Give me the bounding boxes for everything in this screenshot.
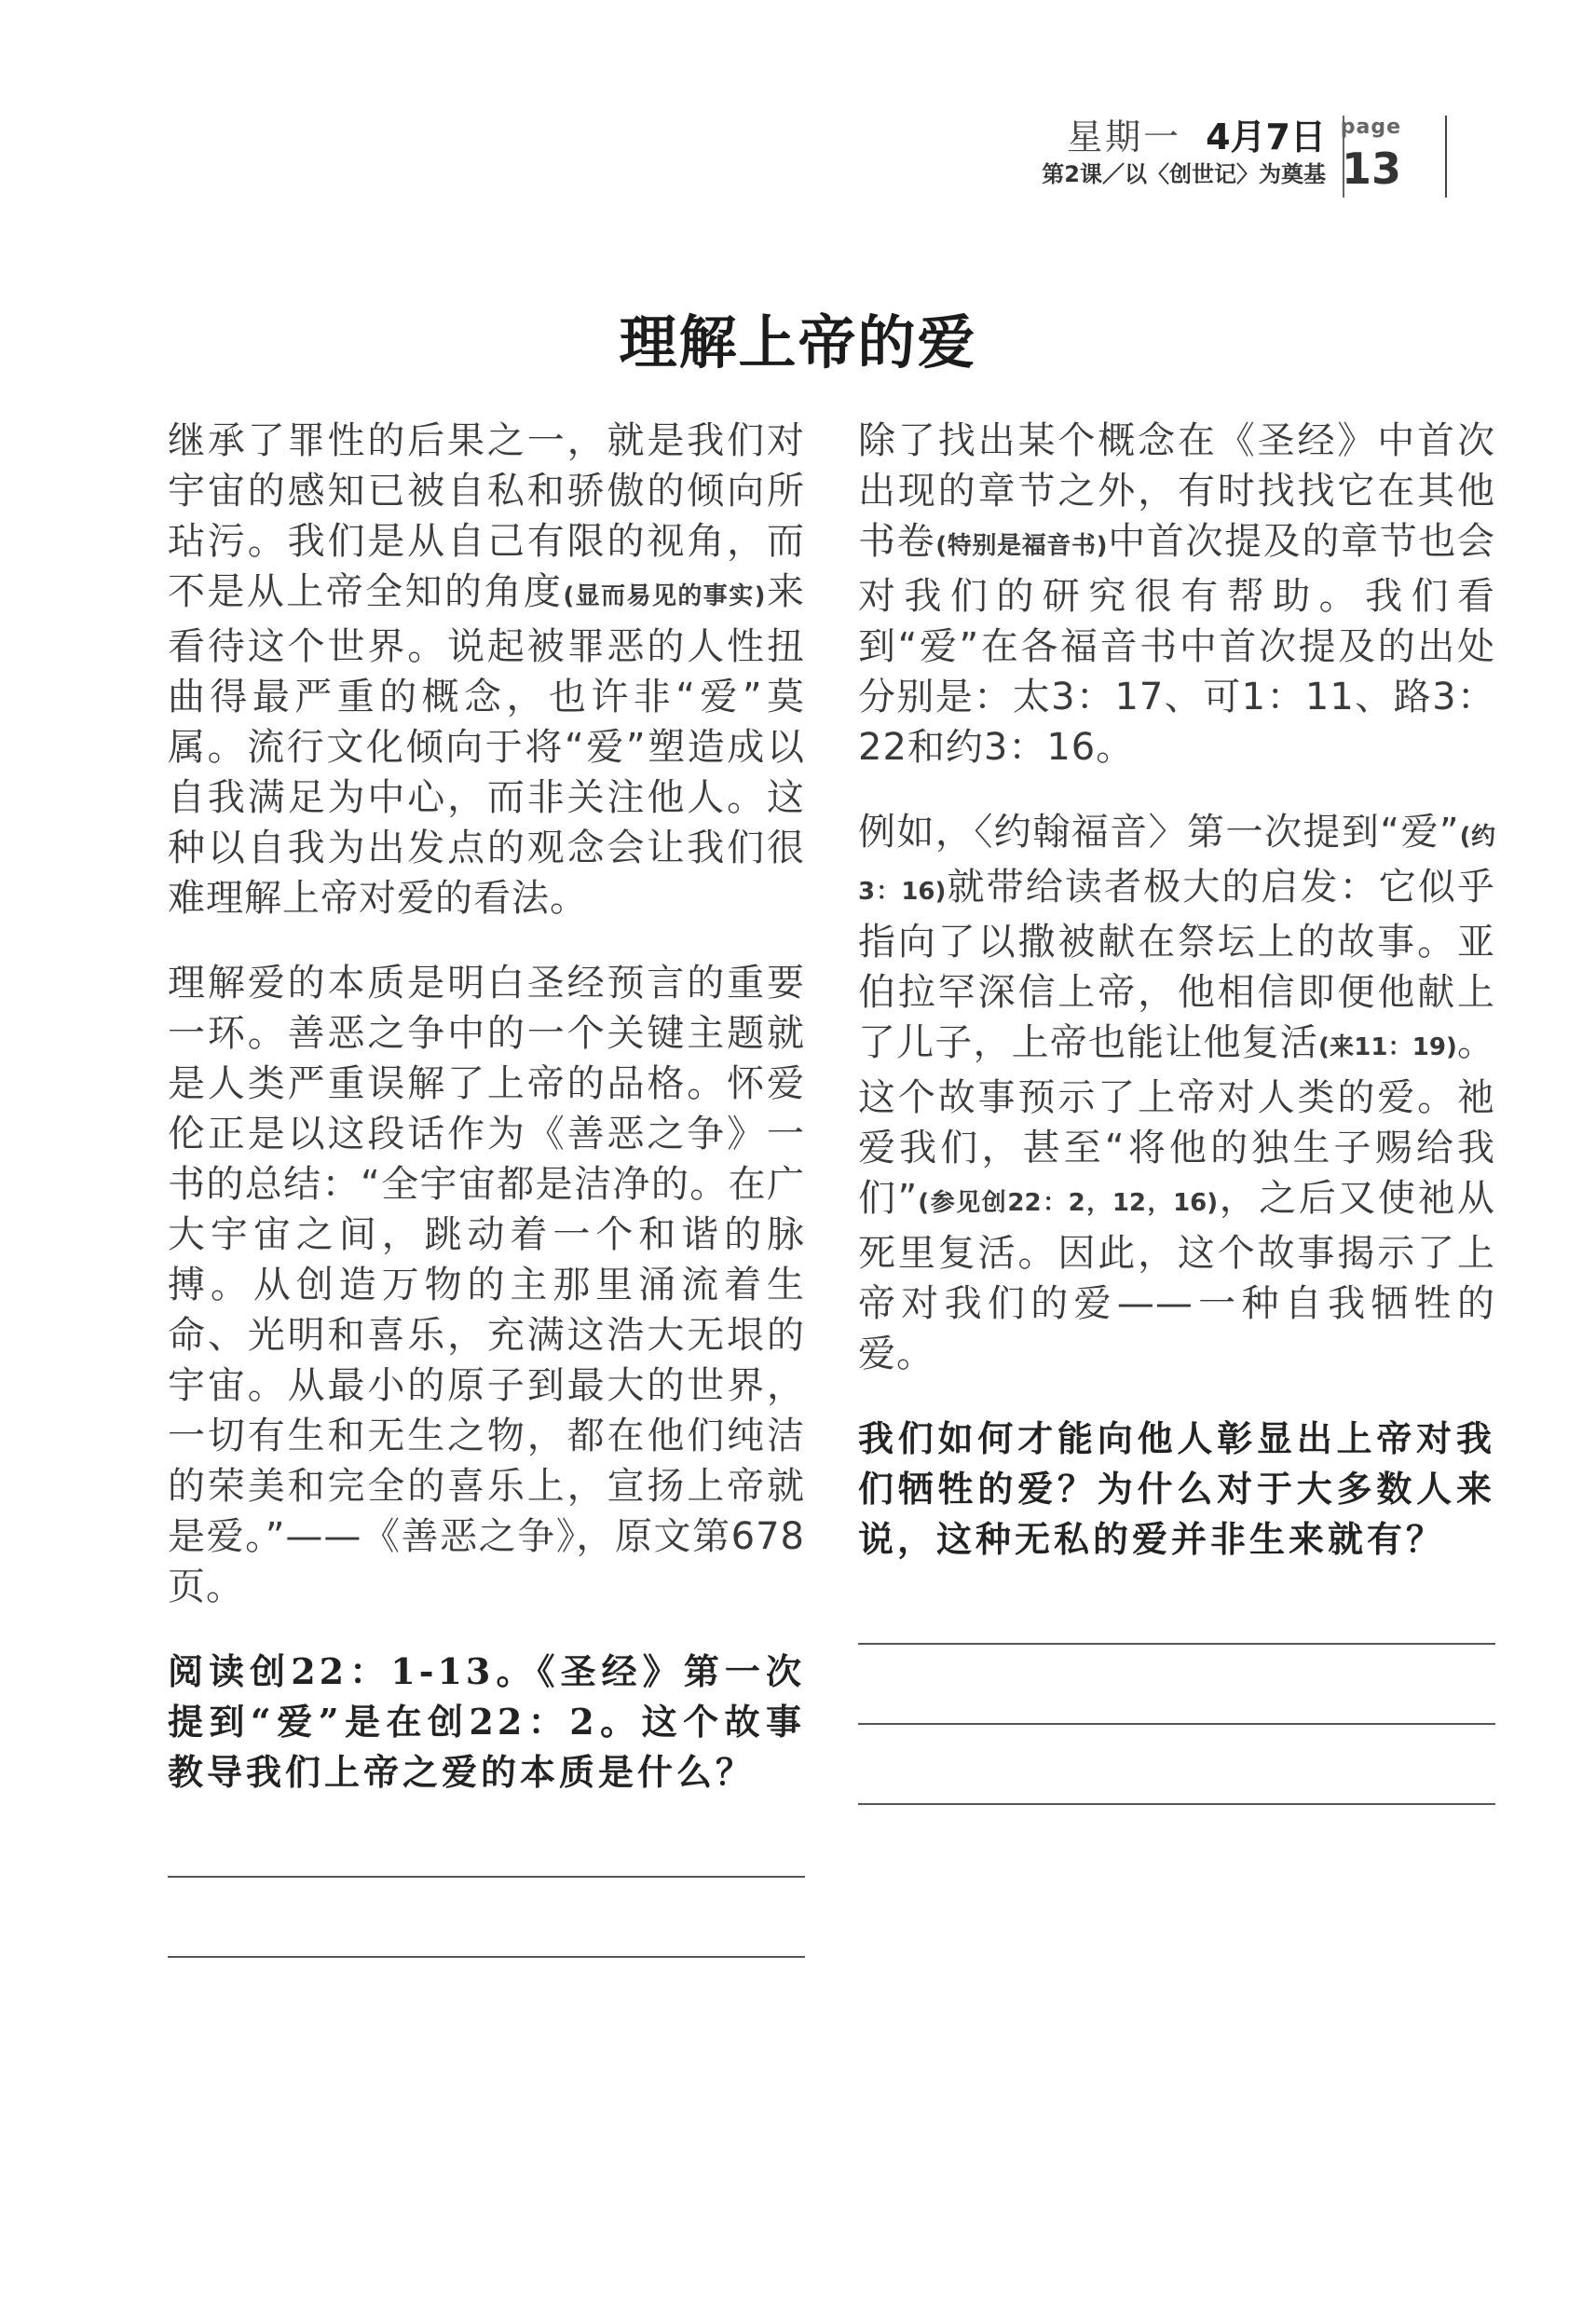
date: 4月7日 (1206, 116, 1326, 157)
header-text (1042, 116, 1326, 188)
inline-note: (参见创22：2，12，16) (918, 1189, 1219, 1217)
lesson-title: 第2课／以〈创世记〉为奠基 (1042, 161, 1326, 187)
header-edge-rule (1445, 116, 1447, 198)
answer-line[interactable] (858, 1725, 1495, 1805)
left-question-block (168, 1647, 805, 1958)
right-paragraph-2: 例如，〈约翰福音〉第一次提到“爱”(约3：16)就带给读者极大的启发：它似乎指向了以撒被献在祭坛上的故事。亚伯拉罕深信上帝，他相信即便他献上了儿子，上帝也能让他复活(来11：19)。这个故事预示了上帝对人类的爱。祂爱我们，甚至“将他的独生子赐给我们”(参见创22：2，12，16)，之后又使祂从死里复活。因此，这个故事揭示了上帝对我们的爱——一种自我牺牲的爱。 (858, 811, 1496, 1375)
answer-line[interactable] (858, 1565, 1495, 1645)
answer-lines (168, 1798, 805, 1958)
study-question-1: 阅读创22：1-13。《圣经》第一次提到“爱”是在创22：2。这个故事教导我们上帝之爱的本质是什么？ (168, 1650, 805, 1793)
left-paragraph-2: 理解爱的本质是明白圣经预言的重要一环。善恶之争中的一个关键主题就是人类严重误解了上帝的品格。怀爱伦正是以这段话作为《善恶之争》一书的总结：“全宇宙都是洁净的。在广大宇宙之间，跳动着一个和谐的脉搏。从创造万物的主那里涌流着生命、光明和喜乐，充满这浩大无垠的宇宙。从最小的原子到最大的世界，一切有生和无生之物，都在他们纯洁的荣美和完全的喜乐上，宣扬上帝就是爱。”——《善恶之争》，原文第678页。 (168, 962, 805, 1608)
left-paragraph-1: 继承了罪性的后果之一，就是我们对宇宙的感知已被自私和骄傲的倾向所玷污。我们是从自己有限的视角，而不是从上帝全知的角度(显而易见的事实)来看待这个世界。说起被罪恶的人性扭曲得最严重的概念，也许非“爱”莫属。流行文化倾向于将“爱”塑造成以自我满足为中心，而非关注他人。这种以自我为出发点的观念会让我们很难理解上帝对爱的看法。 (168, 419, 805, 920)
day-of-week: 星期一 (1067, 116, 1182, 157)
left-column (168, 416, 805, 1958)
inline-note: (特别是福音书) (935, 532, 1108, 560)
inline-note: (显而易见的事实) (563, 582, 766, 610)
answer-line[interactable] (168, 1798, 805, 1878)
page-label: page (1340, 116, 1401, 139)
right-column (858, 416, 1495, 1805)
answer-line[interactable] (858, 1645, 1495, 1725)
page-header (962, 116, 1447, 199)
study-question-2: 我们如何才能向他人彰显出上帝对我们牺牲的爱？为什么对于大多数人来说，这种无私的爱并非生来就有？ (858, 1417, 1495, 1560)
inline-note: (约3：16) (858, 823, 1495, 906)
answer-lines (858, 1565, 1495, 1805)
page-title: 理解上帝的爱 (619, 308, 977, 376)
answer-line[interactable] (168, 1878, 805, 1958)
page-number: 13 (1341, 144, 1401, 194)
inline-note: (来11：19) (1318, 1033, 1457, 1061)
right-paragraph-1: 除了找出某个概念在《圣经》中首次出现的章节之外，有时找找它在其他书卷(特别是福音书)中首次提及的章节也会对我们的研究很有帮助。我们看到“爱”在各福音书中首次提及的出处分别是：太3：17、可1：11、路3：22和约3：16。 (858, 419, 1496, 769)
